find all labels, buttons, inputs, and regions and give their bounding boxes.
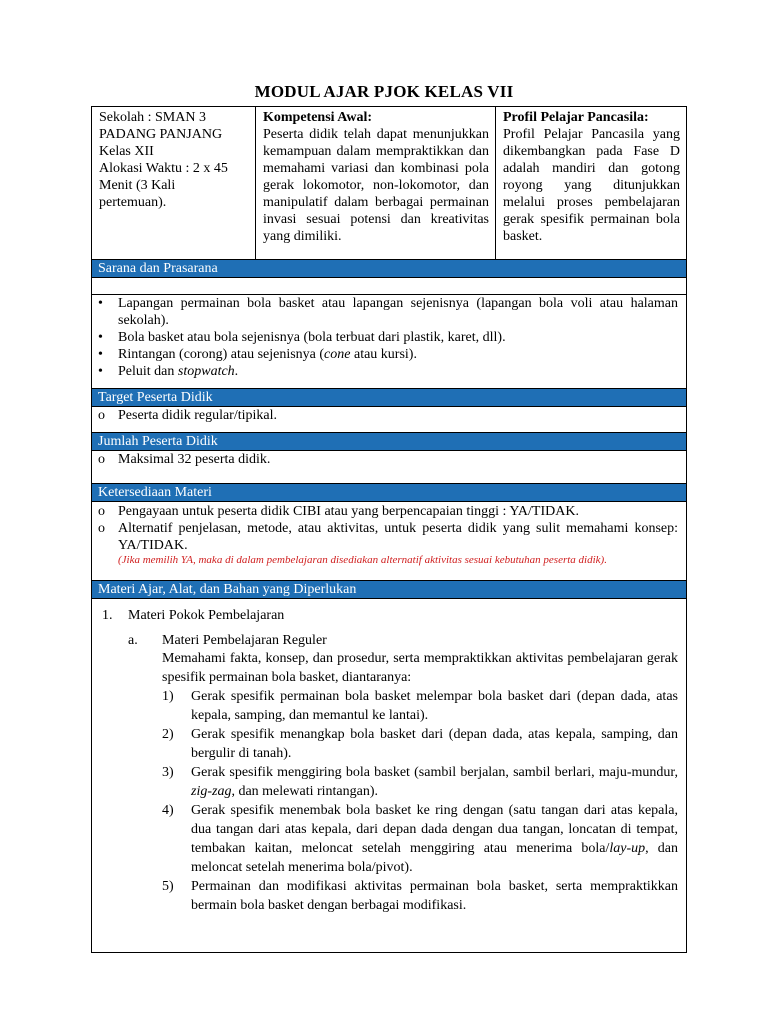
text-part: . [234,364,239,379]
point-text: Permainan dan modifikasi aktivitas permainan bola basket, serta mempraktikkan bermain bola basket dengan berbagai modifikasi. [191,879,678,913]
profil-title: Profil Pelajar Pancasila: [503,110,649,125]
numbered-point [162,763,678,801]
jumlah-list [92,451,686,484]
list-item [92,346,686,363]
note-text: (Jika memilih YA, maka di dalam pembelajaran disediakan alternatif aktivitas sesuai kebutuhan peserta didik). [118,554,607,566]
target-list [92,407,686,433]
list-item [92,329,686,346]
kompetensi-title: Kompetensi Awal: [263,110,373,125]
point-text: Gerak spesifik menembak bola basket ke ring dengan (satu tangan dari atas kepala, dua tangan dari atas kepala, dari depan dada dengan dua tangan, loncatan di tempat, tembakan kaitan, meloncat setelah menggiring atau menerima bola/lay-up, dan meloncat setelah menerima bola/pivot). [191,803,678,875]
materi-header: Materi Ajar, Alat, dan Bahan yang Diperlukan [92,581,686,599]
target-header: Target Peserta Didik [92,389,686,407]
italic-term: stopwatch [177,364,235,379]
circle-bullet-icon: o [98,452,105,467]
bullet-icon: • [98,296,103,311]
italic-term: cone [324,347,351,362]
list-item-text [118,346,686,363]
list-item-text: Peserta didik regular/tipikal. [118,408,278,423]
bullet-icon: • [98,347,103,362]
materi-heading [102,607,678,624]
list-item-text: Alternatif penjelasan, metode, atau aktivitas, untuk peserta didik yang sulit memahami konsep: YA/TIDAK. [118,521,678,553]
list-item [92,503,686,520]
class-line: Kelas XII [99,144,154,159]
ketersediaan-list [92,502,686,581]
point-text: Gerak spesifik permainan bola basket melempar bola basket dari (depan dada, atas kepala, samping, dan memantul ke lantai). [191,689,678,723]
item-number: 1. [102,608,113,623]
point-text: Gerak spesifik menggiring bola basket (sambil berjalan, sambil berlari, maju-mundur, zig-zag, dan melewati rintangan). [191,765,678,799]
italic-term: zig-zag [191,784,232,799]
list-item [92,451,686,468]
school-line: PADANG PANJANG [99,127,223,142]
point-number: 5) [162,879,174,894]
bullet-icon: • [98,330,103,345]
text-part: Rintangan (corong) atau sejenisnya ( [118,347,325,362]
school-line: Sekolah : SMAN 3 [99,110,206,125]
circle-bullet-icon: o [98,504,105,519]
time-line: Menit (3 Kali [99,178,176,193]
point-number: 1) [162,689,174,704]
point-number: 3) [162,765,174,780]
point-number: 4) [162,803,174,818]
time-line: pertemuan). [99,195,167,210]
jumlah-header: Jumlah Peserta Didik [92,433,686,451]
list-item-text: Maksimal 32 peserta didik. [118,452,271,467]
sarana-header: Sarana dan Prasarana [92,260,686,278]
spacer-row [92,278,686,295]
numbered-point [162,801,678,877]
materi-intro: Memahami fakta, konsep, dan prosedur, serta mempraktikkan aktivitas pembelajaran gerak spesifik permainan bola basket, diantaranya: [162,651,678,685]
point-number: 2) [162,727,174,742]
document-title: MODUL AJAR PJOK KELAS VII [254,82,514,101]
materi-subheading [128,632,678,649]
item-text: Materi Pokok Pembelajaran [128,608,285,623]
sarana-list [92,295,686,389]
list-item [92,520,686,554]
profil-text: Profil Pelajar Pancasila yang dikembangkan pada Fase D adalah mandiri dan gotong royong yang ditunjukkan melalui proses pembelajaran gerak spesifik permainan bola basket. [503,127,680,244]
italic-term: lay-up [609,841,646,856]
numbered-point [162,877,678,915]
text-part: atau kursi). [350,347,417,362]
list-item-text [118,363,686,380]
materi-content [92,599,686,915]
numbered-point [162,725,678,763]
kompetensi-text: Peserta didik telah dapat menunjukkan kemampuan dalam mempraktikkan dan memahami variasi dan kombinasi pola gerak lokomotor, non-lokomotor, dan manipulatif dalam berbagai permainan invasi sesuai potensi dan kreativitas yang dimiliki. [263,127,489,244]
ketersediaan-header: Ketersediaan Materi [92,484,686,502]
list-item [92,363,686,380]
item-text: Materi Pembelajaran Reguler [162,633,327,648]
time-line: Alokasi Waktu : 2 x 45 [99,161,228,176]
text-part: Peluit dan [118,364,178,379]
item-letter: a. [128,633,138,648]
circle-bullet-icon: o [98,521,105,536]
module-table [91,106,687,953]
list-item [92,407,686,424]
info-row [92,107,686,260]
list-item-text: Bola basket atau bola sejenisnya (bola terbuat dari plastik, karet, dll). [118,330,506,345]
note-row [92,554,686,567]
profil-cell [496,107,686,259]
kompetensi-cell [256,107,496,259]
point-text: Gerak spesifik menangkap bola basket dari (depan dada, atas kepala, samping, dan bergulir di tanah). [191,727,678,761]
bullet-icon: • [98,364,103,379]
numbered-point [162,687,678,725]
indent [92,554,118,567]
list-item-text: Lapangan permainan bola basket atau lapangan sejenisnya (lapangan bola voli atau halaman sekolah). [118,296,678,328]
school-info-cell [92,107,256,259]
circle-bullet-icon: o [98,408,105,423]
list-item-text: Pengayaan untuk peserta didik CIBI atau yang berpencapaian tinggi : YA/TIDAK. [118,504,579,519]
materi-points [102,687,678,915]
list-item [92,295,686,329]
